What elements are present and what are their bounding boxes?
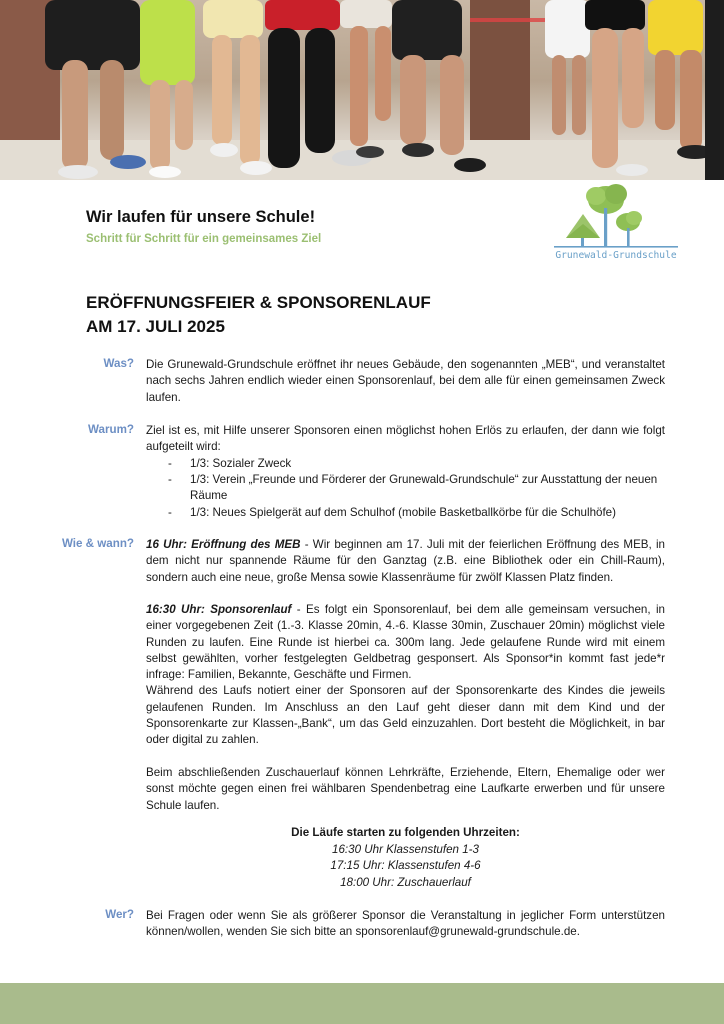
sponsorenkarte-text: Während des Laufs notiert einer der Sponsoren auf der Sponsorenkarte des Kindes die jeweils gelaufenen Runden. Im Anschluss an den Lauf geht dieser dann mit dem Kind und der Sponsorenkarte zur Klassen-„Bank“, um das Geld einzuzahlen. Dort besteht die Möglichkeit, in bar oder digital zu zahlen. — [146, 684, 665, 747]
event-title — [86, 291, 431, 339]
start-times-heading: Die Läufe starten zu folgenden Uhrzeiten: — [291, 826, 520, 839]
footer-band — [0, 983, 724, 1024]
sponsorenlauf-lead: 16:30 Uhr: Sponsorenlauf — [146, 603, 292, 616]
zuschauerlauf-text: Beim abschließenden Zuschauerlauf können Lehrkräfte, Erziehende, Eltern, Ehemalige oder wer sonst möchte gegen einen frei wählbaren Spendenbetrag eine Laufkarte erwerben und für unsere Schule laufen. — [146, 766, 665, 812]
event-title-line-1: ERÖFFNUNGSFEIER & SPONSORENLAUF — [86, 293, 431, 312]
paragraph-warum — [146, 423, 665, 456]
was-text: Die Grunewald-Grundschule eröffnet ihr neues Gebäude, den sogenannten „MEB“, und veranstaltet nach sechs Jahren endlich wieder einen Sponsorenlauf, bei dem alle für einen gemeinsamen Zweck laufen. — [146, 358, 665, 404]
eroeffnung-text: - Wir beginnen am 17. Juli mit der feierlichen Eröffnung des MEB, in dem nicht nur spannende Räume für den Ganztag (z.B. eine Bibliothek oder ein Chill-Raum), sondern auch eine neue, große Mensa sowie Klassenräume für zwölf Klassen Platz finden. — [146, 538, 665, 584]
bullet-text: 1/3: Verein „Freunde und Förderer der Grunewald-Grundschule“ zur Ausstattung der neuen Räume — [190, 473, 658, 503]
tagline: Wir laufen für unsere Schule! — [86, 208, 316, 226]
label-warum: Warum? — [88, 423, 134, 436]
bullet-dash: - — [168, 457, 172, 470]
eroeffnung-lead: 16 Uhr: Eröffnung des MEB — [146, 538, 301, 551]
start-time-item: 16:30 Uhr Klassenstufen 1-3 — [332, 842, 479, 856]
event-title-line-2: AM 17. JULI 2025 — [86, 317, 225, 336]
bullet-text: 1/3: Neues Spielgerät auf dem Schulhof (mobile Basketballkörbe für die Schulhöfe) — [190, 506, 616, 519]
paragraph-sponsorenlauf — [146, 602, 665, 749]
sponsorenlauf-text: - Es folgt ein Sponsorenlauf, bei dem alle gemeinsam versuchen, in einer vorgegebenen Zeit (1.-3. Klasse 20min, 4.-6. Klasse 30min, Zuschauer 20min) möglichst viele Runden zu laufen. Eine Runde ist hierbei ca. 300m lang. Jede gelaufene Runde wird mit einem selbst gewählten, vorher festgelegten Geldbetrag gesponsert. Als Sponsor*in kommt fast jede*r infrage: Familien, Bekannte, Geschäfte und Firmen. — [146, 603, 665, 682]
start-time-item: 18:00 Uhr: Zuschauerlauf — [340, 875, 471, 889]
paragraph-was — [146, 357, 665, 406]
start-times — [146, 825, 665, 891]
subtagline: Schritt für Schritt für ein gemeinsames Ziel — [86, 233, 322, 245]
bullet-dash: - — [168, 473, 172, 486]
label-wie-wann: Wie & wann? — [61, 537, 134, 550]
paragraph-zuschauerlauf — [146, 765, 665, 814]
wer-text: Bei Fragen oder wenn Sie als größerer Sponsor die Veranstaltung in jeglicher Form unterstützen können/wollen, wenden Sie sich bitte an sponsorenlauf@grunewald-grundschule.de. — [146, 909, 665, 939]
school-logo-text: Grunewald-Grundschule — [555, 250, 677, 261]
header-photo-running-children — [0, 0, 724, 180]
warum-text: Ziel ist es, mit Hilfe unserer Sponsoren einen möglichst hohen Erlös zu erlaufen, der dann wie folgt aufgeteilt wird: — [146, 424, 665, 454]
paragraph-eroeffnung — [146, 537, 665, 586]
label-was: Was? — [103, 357, 134, 370]
bullet-dash: - — [168, 506, 172, 519]
start-time-item: 17:15 Uhr: Klassenstufen 4-6 — [330, 859, 481, 873]
bullet-text: 1/3: Sozialer Zweck — [190, 457, 292, 470]
label-wer: Wer? — [105, 908, 134, 921]
paragraph-wer — [146, 908, 665, 941]
